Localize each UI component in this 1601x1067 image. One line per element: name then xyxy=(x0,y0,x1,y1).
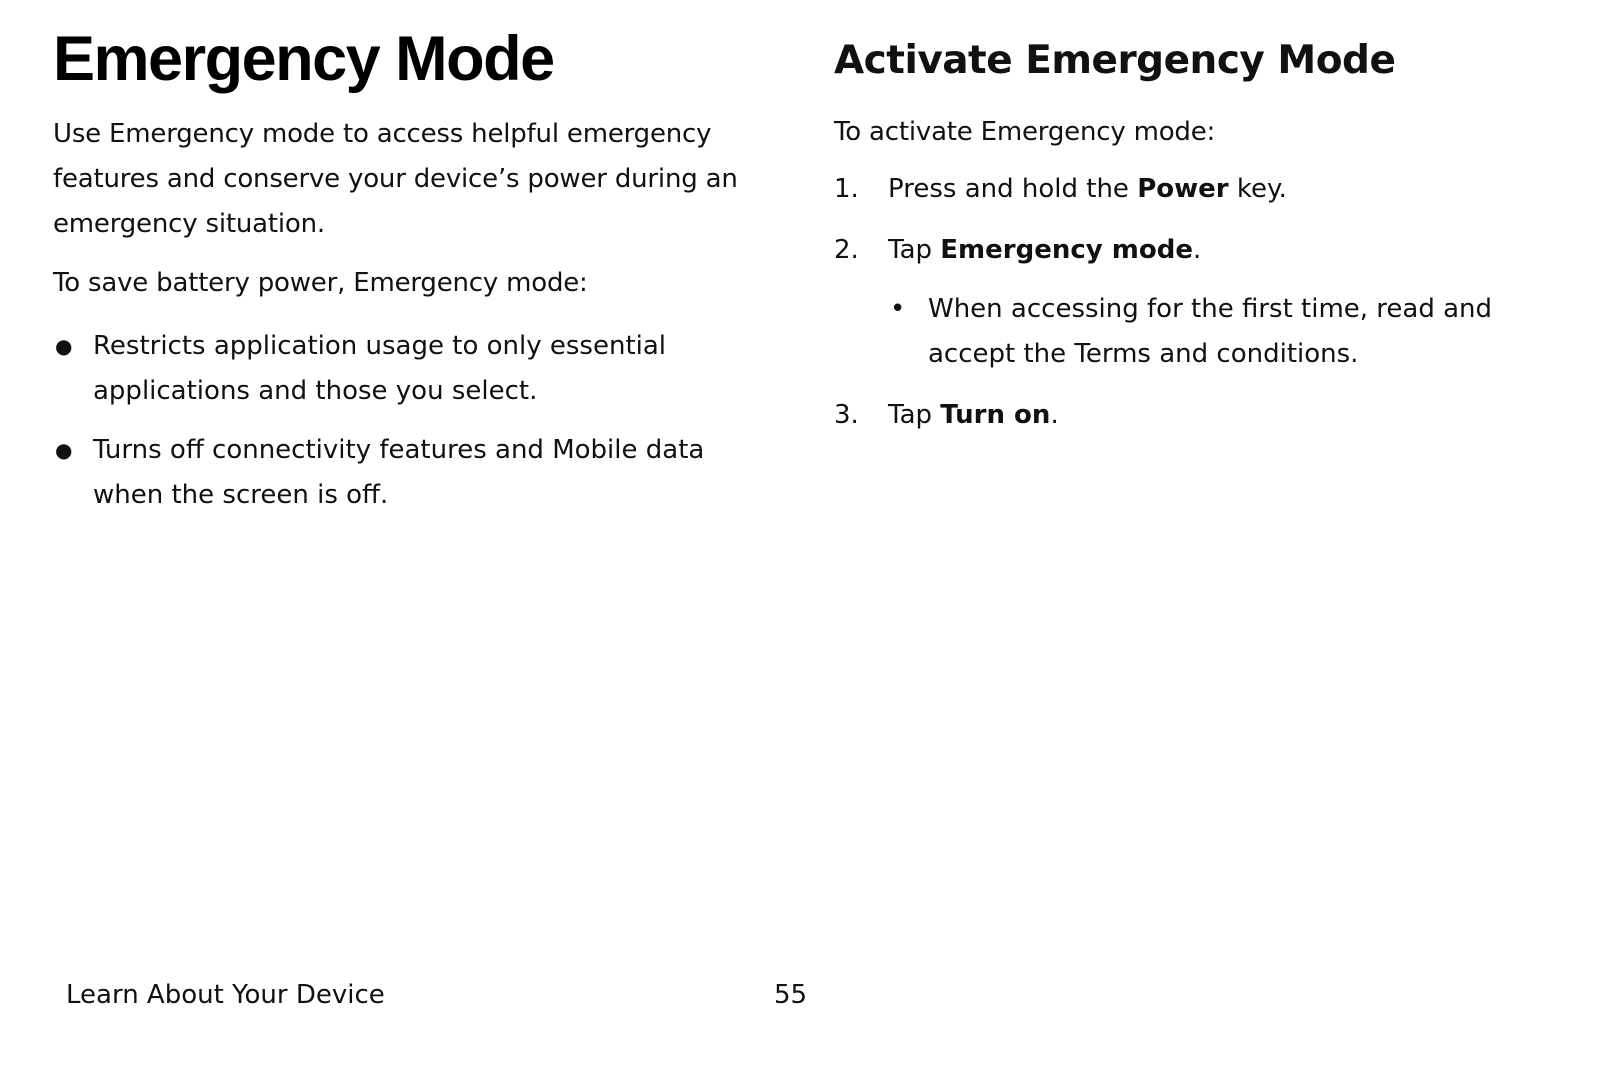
step-bold-term: Emergency mode xyxy=(940,235,1193,265)
bullet-icon: ● xyxy=(55,334,73,358)
feature-bullet-list xyxy=(53,324,763,518)
step-number: 2. xyxy=(834,235,859,265)
sub-list-item xyxy=(888,287,1554,377)
steps-list xyxy=(834,167,1554,438)
bullet-text: Turns off connectivity features and Mobile data when the screen is off. xyxy=(93,435,705,510)
step-number: 3. xyxy=(834,400,859,430)
step-number: 1. xyxy=(834,174,859,204)
sub-bullet-list xyxy=(888,287,1554,377)
step-bold-term: Turn on xyxy=(940,400,1051,430)
right-column xyxy=(834,20,1554,454)
bullet-text: Restricts application usage to only essential applications and those you select. xyxy=(93,331,667,406)
intro-paragraph: Use Emergency mode to access helpful emergency features and conserve your device’s power during an emergency situation. xyxy=(53,119,738,239)
step-item xyxy=(834,228,1554,377)
left-column xyxy=(53,20,763,532)
footer-section-label: Learn About Your Device xyxy=(66,980,385,1010)
page-title: Emergency Mode xyxy=(53,24,554,94)
step-item xyxy=(834,393,1554,438)
bullet-icon: • xyxy=(890,294,906,324)
page-number: 55 xyxy=(774,980,808,1010)
step-text-before: Tap xyxy=(888,400,941,430)
section-title: Activate Emergency Mode xyxy=(834,38,1396,83)
activate-lead-text: To activate Emergency mode: xyxy=(834,117,1216,147)
step-text-before: Tap xyxy=(888,235,941,265)
step-text-before: Press and hold the xyxy=(888,174,1138,204)
battery-lead-text: To save battery power, Emergency mode: xyxy=(53,268,588,298)
step-text-after: . xyxy=(1192,235,1202,265)
sub-bullet-text: When accessing for the first time, read and accept the Terms and conditions. xyxy=(928,294,1493,369)
step-bold-term: Power xyxy=(1137,174,1229,204)
list-item xyxy=(53,324,763,414)
step-item xyxy=(834,167,1554,212)
list-item xyxy=(53,428,763,518)
step-text-after: key. xyxy=(1228,174,1287,204)
step-text-after: . xyxy=(1050,400,1059,430)
bullet-icon: ● xyxy=(55,438,73,462)
